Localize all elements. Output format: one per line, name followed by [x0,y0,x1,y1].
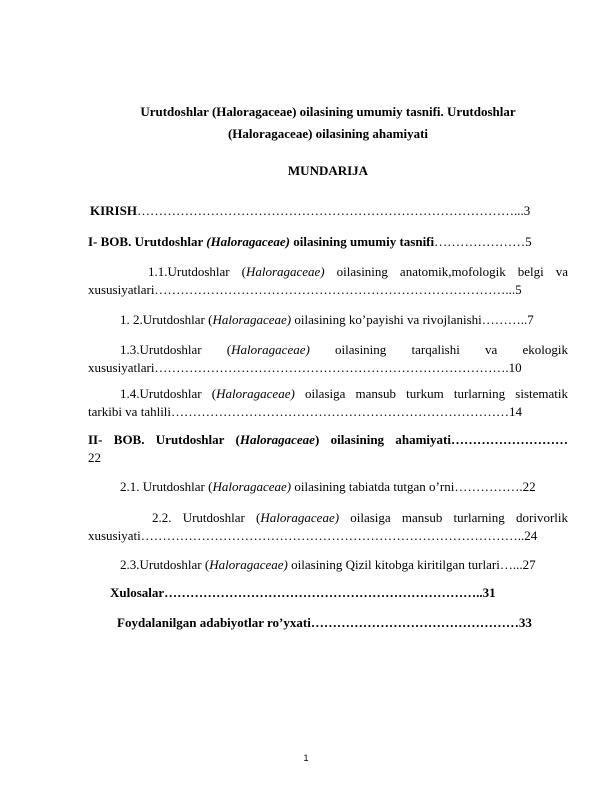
toc-entry-2-3[interactable] [120,556,568,574]
toc-entry-2-2[interactable] [88,509,568,545]
toc-1-1-cont: xususiyatlari………………………………………………………………………...5 [88,282,522,297]
toc-bob2-post: ) oilasining ahamiyati……………………… [314,432,568,447]
title-line-2: (Haloragaceae) oilasining ahamiyati [227,126,429,141]
toc-1-2-post: oilasining ko’payishi va rivojlanishi………..7 [291,312,534,327]
toc-entry-1-1[interactable] [88,263,568,299]
toc-bob1-post: oilasining umumiy tasnifi [290,234,435,249]
toc-adabiyot-label: Foydalanilgan adabiyotlar ro’yxati [117,615,311,630]
toc-1-4-italic: Haloragaceae) [216,386,295,401]
toc-1-4-cont: tarkibi va tahlili……………………………………………………………………14 [88,404,523,419]
toc-entry-2-1[interactable] [120,478,568,496]
toc-entry-bob1[interactable] [88,233,568,251]
toc-entry-kirish[interactable] [90,202,568,220]
toc-1-3-post: oilasining tarqalishi va ekologik [309,342,568,357]
toc-2-3-post: oilasining Qizil kitobga kiritilgan turlari…...27 [287,557,536,572]
toc-kirish-label: KIRISH [90,203,137,218]
toc-entry-xulosalar[interactable] [110,584,568,602]
toc-1-3-pre: 1.3.Urutdoshlar ( [120,342,232,357]
toc-2-2-cont: xususiyati……………………………………………………………………………..24 [88,528,538,543]
toc-2-2-italic: Haloragaceae) [260,510,340,525]
toc-1-4-post: oilasiga mansub turkum turlarning sistematik [294,386,568,401]
toc-2-2-pre: 2.2. Urutdoshlar ( [152,510,261,525]
toc-entry-adabiyotlar[interactable] [117,614,568,632]
toc-xulosalar-label: Xulosalar [110,585,165,600]
toc-entry-1-4[interactable] [88,385,568,421]
toc-1-1-post: oilasining anatomik,mofologik belgi va [324,264,568,279]
title-line-1: Urutdoshlar (Haloragaceae) oilasining umumiy tasnifi. Urutdoshlar [140,104,516,119]
toc-entry-1-3[interactable] [88,341,568,377]
toc-entry-1-2[interactable] [120,311,568,329]
toc-2-3-pre: 2.3.Urutdoshlar ( [120,557,210,572]
toc-bob1-pre: I- BOB. Urutdoshlar [88,234,207,249]
toc-2-1-pre: 2.1. Urutdoshlar ( [120,479,213,494]
toc-bob2-pre: II- BOB. Urutdoshlar ( [88,432,240,447]
toc-1-3-cont: xususiyatlari……………………………………………………………………….10 [88,360,522,375]
toc-kirish-leader: ……………………………………………………………………………...3 [136,203,531,218]
toc-bob1-leader: …………………5 [434,234,532,249]
toc-2-2-post: oilasiga mansub turlarning dorivorlik [339,510,568,525]
toc-bob2-italic: Haloragaceae [239,432,315,447]
toc-1-3-italic: Haloragaceae) [231,342,310,357]
toc-adabiyot-leader: …………………………………………33 [310,615,532,630]
toc-xulosalar-leader: ………………………………………………………………..31 [164,585,496,600]
toc-1-2-pre: 1. 2.Urutdoshlar ( [120,312,213,327]
document-title [88,101,568,145]
toc-2-3-italic: Haloragaceae) [209,557,288,572]
toc-entry-bob2[interactable] [88,431,568,467]
toc-1-2-italic: Haloragaceae) [212,312,292,327]
toc-heading: MUNDARIJA [287,163,369,178]
toc-1-1-italic: Haloragaceae) [245,264,325,279]
toc-2-1-italic: Haloragaceae) [212,479,292,494]
toc-bob1-italic: (Haloragaceae) [206,234,290,249]
toc-bob2-cont: 22 [88,450,101,465]
toc-1-4-pre: 1.4.Urutdoshlar ( [120,386,217,401]
toc-1-1-pre: 1.1.Urutdoshlar ( [148,264,246,279]
page-number: 1 [303,753,309,763]
toc-2-1-post: oilasining tabiatda tutgan o’rni…………….22 [291,479,536,494]
